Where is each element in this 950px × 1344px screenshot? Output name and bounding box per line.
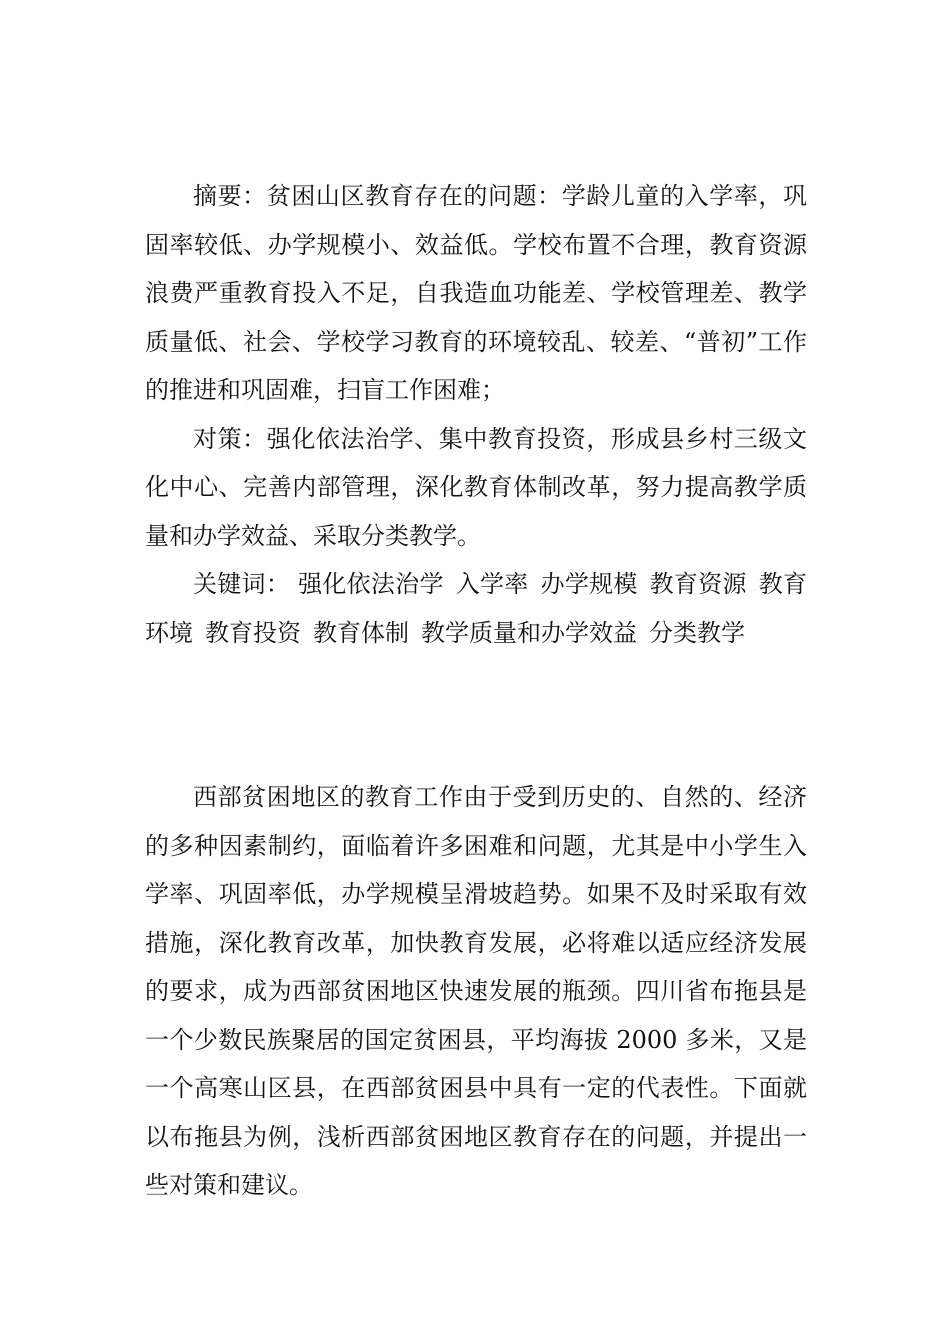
keyword-term: 办学规模 <box>540 570 638 598</box>
keyword-term: 教育体制 <box>313 618 409 647</box>
body-section <box>145 773 807 1210</box>
keyword-term: 教育环境 <box>145 570 808 647</box>
keywords-label: 关键词： <box>193 570 291 598</box>
keyword-term: 教育资源 <box>649 570 747 598</box>
abstract-section <box>145 172 807 657</box>
countermeasures-paragraph: 对策：强化依法治学、集中教育投资，形成县乡村三级文化中心、完善内部管理，深化教育体制改革，努力提高教学质量和办学效益、采取分类教学。 <box>145 424 807 550</box>
keyword-term: 教学质量和办学效益 <box>421 618 637 647</box>
document-page <box>145 0 807 1344</box>
keyword-term: 分类教学 <box>649 618 745 647</box>
keyword-term: 入学率 <box>455 570 529 598</box>
keyword-term: 强化依法治学 <box>298 570 444 598</box>
abstract-paragraph: 摘要：贫困山区教育存在的问题：学龄儿童的入学率，巩固率较低、办学规模小、效益低。学校布置不合理，教育资源浪费严重教育投入不足，自我造血功能差、学校管理差、教学质量低、社会、学校学习教育的环境较乱、较差、“普初”工作的推进和巩固难，扫盲工作困难； <box>145 182 807 404</box>
keyword-term: 教育投资 <box>205 618 301 647</box>
keywords-paragraph <box>145 560 807 657</box>
body-paragraph: 西部贫困地区的教育工作由于受到历史的、自然的、经济的多种因素制约，面临着许多困难和问题，尤其是中小学生入学率、巩固率低，办学规模呈滑坡趋势。如果不及时采取有效措施，深化教育改革，加快教育发展，必将难以适应经济发展的要求，成为西部贫困地区快速发展的瓶颈。四川省布拖县是一个少数民族聚居的国定贫困县，平均海拔 2000 多米，又是一个高寒山区县，在西部贫困县中具有一定的代表性。下面就以布拖县为例，浅析西部贫困地区教育存在的问题，并提出一些对策和建议。 <box>145 783 807 1199</box>
